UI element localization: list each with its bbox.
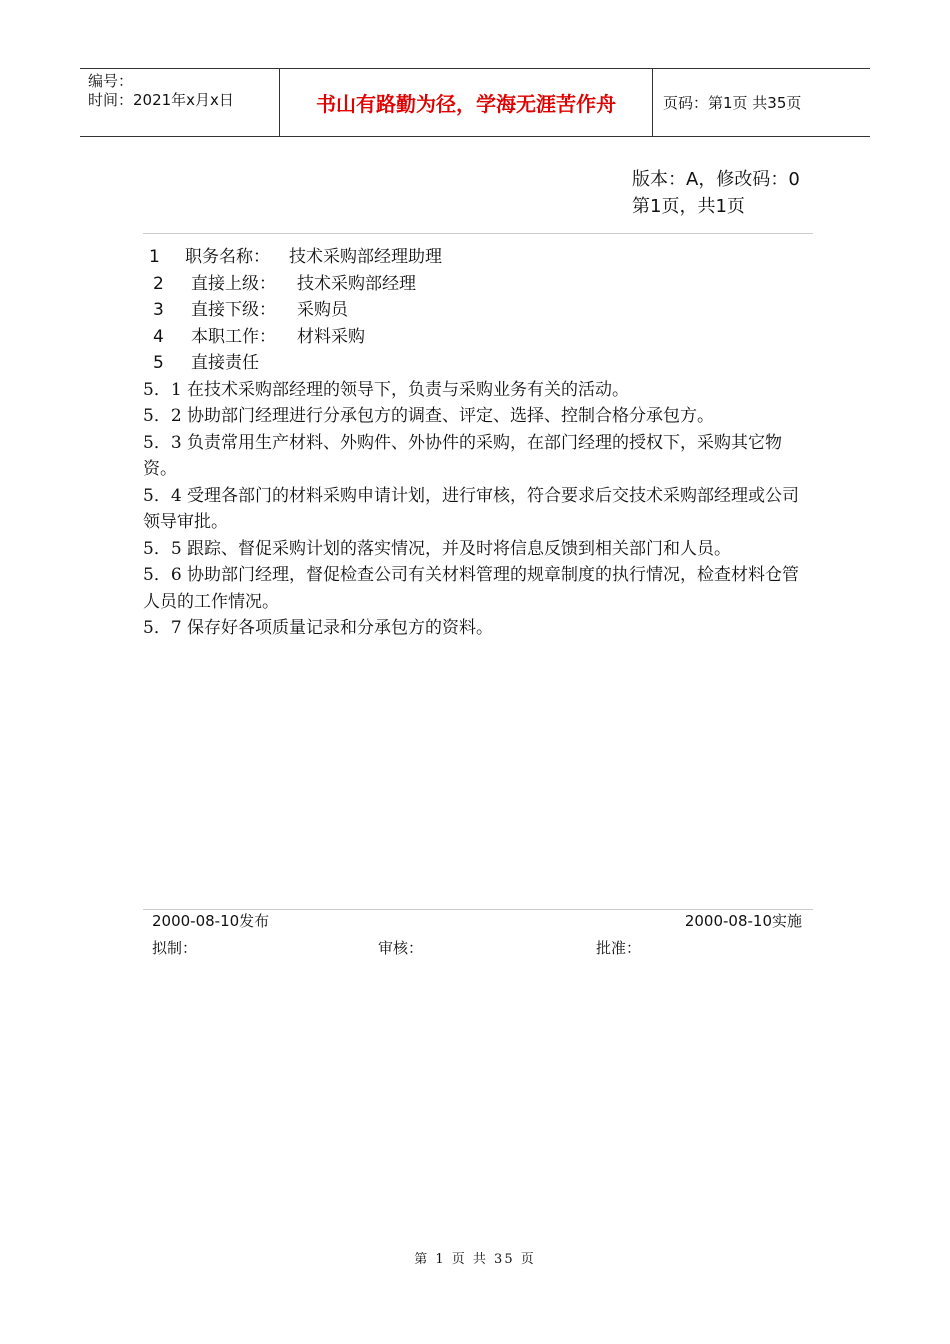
item-value: 技术采购部经理 <box>297 273 416 294</box>
version-block <box>632 166 800 220</box>
page-footer: 第 1 页 共 35 页 <box>414 1252 536 1267</box>
item-label: 本职工作： <box>191 326 276 347</box>
version-line: 版本：A，修改码：0 <box>632 169 800 190</box>
reviewed-label: 审核： <box>378 939 424 957</box>
item-label: 职务名称： <box>185 247 270 267</box>
item-line <box>143 324 815 351</box>
item-number: 2 <box>153 273 164 294</box>
number-label: 编号： <box>88 72 134 90</box>
duty-paragraph: 5．6 协助部门经理，督促检查公司有关材料管理的规章制度的执行情况，检查材料仓管人员的工作情况。 <box>143 565 800 612</box>
motto-cell <box>280 69 653 136</box>
duty-paragraph: 5．4 受理各部门的材料采购申请计划，进行审核，符合要求后交技术采购部经理或公司领导审批。 <box>143 485 800 532</box>
item-line <box>143 244 815 271</box>
item-value: 采购员 <box>297 300 348 320</box>
page-code-cell <box>653 69 870 136</box>
item-line <box>143 297 815 324</box>
item-number: 5 <box>153 353 164 373</box>
item-number: 1 <box>149 247 160 267</box>
duty-paragraph: 5．7 保存好各项质量记录和分承包方的资料。 <box>143 618 494 638</box>
item-number: 3 <box>153 300 164 320</box>
time-label: 时间：2021年x月x日 <box>88 91 234 109</box>
item-number: 4 <box>153 326 164 347</box>
duty-paragraph: 5．1 在技术采购部经理的领导下，负责与采购业务有关的活动。 <box>143 379 630 400</box>
page-count-line: 第1页，共1页 <box>632 196 745 217</box>
item-line <box>143 350 815 377</box>
duty-paragraph: 5．2 协助部门经理进行分承包方的调查、评定、选择、控制合格分承包方。 <box>143 406 715 426</box>
approved-label: 批准： <box>596 939 642 957</box>
motto-text: 书山有路勤为径，学海无涯苦作舟 <box>316 92 616 116</box>
top-divider <box>143 233 813 234</box>
duty-paragraph: 5．5 跟踪、督促采购计划的落实情况，并及时将信息反馈到相关部门和人员。 <box>143 538 732 559</box>
item-value: 技术采购部经理助理 <box>289 247 442 267</box>
signature-row <box>152 937 802 958</box>
item-label: 直接上级： <box>191 273 276 294</box>
date-row <box>152 910 802 931</box>
drafted-label: 拟制： <box>152 939 198 957</box>
duty-paragraph: 5．3 负责常用生产材料、外购件、外协件的采购，在部门经理的授权下，采购其它物资。 <box>143 432 783 479</box>
item-value: 材料采购 <box>297 326 365 347</box>
header-meta-cell <box>80 69 280 136</box>
job-description <box>143 244 815 642</box>
item-label: 直接下级： <box>191 300 276 320</box>
item-line <box>143 271 815 298</box>
document-header <box>80 68 870 137</box>
page-code-text: 页码：第1页 共35页 <box>663 94 802 112</box>
issue-date: 2000-08-10发布 <box>152 912 270 930</box>
item-label: 直接责任 <box>191 353 259 373</box>
effective-date: 2000-08-10实施 <box>684 912 802 930</box>
